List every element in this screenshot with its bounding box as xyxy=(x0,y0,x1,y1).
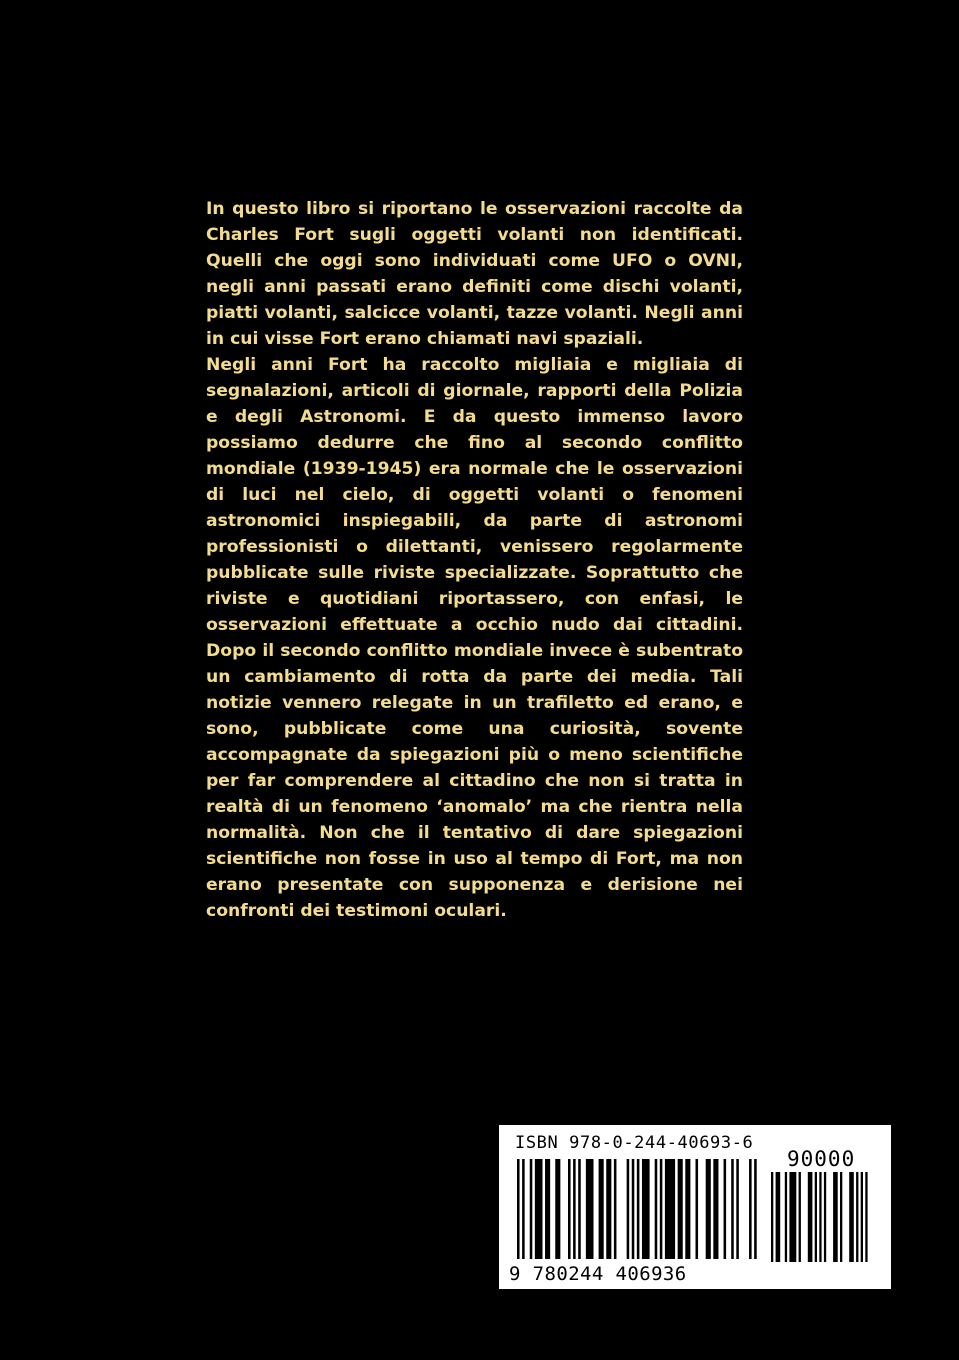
barcode-bar xyxy=(578,1159,581,1259)
barcode-bar xyxy=(599,1159,604,1259)
barcode-bar xyxy=(685,1159,690,1259)
barcode-bar xyxy=(706,1159,711,1259)
barcode-bar xyxy=(861,1172,863,1262)
barcode-bar xyxy=(849,1172,854,1262)
barcode-bar xyxy=(808,1172,813,1262)
barcode-bar xyxy=(771,1172,773,1262)
barcode-bar xyxy=(632,1159,635,1259)
barcode-bar xyxy=(749,1159,752,1259)
barcode-bar xyxy=(522,1159,525,1259)
barcode-bar xyxy=(865,1172,867,1262)
barcode-bar xyxy=(637,1159,640,1259)
price-addon-digits: 90000 xyxy=(787,1147,856,1171)
barcode-bar xyxy=(696,1159,699,1259)
barcode-bar xyxy=(736,1159,739,1259)
barcode-bar xyxy=(660,1159,663,1259)
barcode-bar xyxy=(642,1159,650,1259)
barcode-bar xyxy=(833,1172,838,1262)
isbn-barcode xyxy=(499,1125,891,1289)
barcode-bar xyxy=(627,1159,630,1259)
barcode-bar xyxy=(799,1172,801,1262)
ean-digits: 9 780244 406936 xyxy=(509,1263,687,1285)
barcode-bar xyxy=(824,1172,826,1262)
back-cover-blurb xyxy=(206,196,743,924)
barcode-bar xyxy=(754,1159,757,1259)
barcode-bar xyxy=(655,1159,658,1259)
barcode-bar xyxy=(614,1159,617,1259)
barcode-bar xyxy=(568,1159,571,1259)
barcode-bar xyxy=(665,1159,675,1259)
addon-bars xyxy=(771,1172,869,1262)
barcode-bar xyxy=(555,1159,560,1259)
barcode-bar xyxy=(819,1172,821,1262)
barcode-bar xyxy=(840,1172,842,1262)
barcode-bar xyxy=(606,1159,611,1259)
blurb-paragraph-2: Negli anni Fort ha raccolto migliaia e migliaia di segnalazioni, articoli di giornale, rapporti della Polizia e degli Astronomi. E da questo immenso lavoro possiamo dedurre che fino al secondo conflitto mondiale (1939-1945) era normale che le osservazioni di luci nel cielo, di oggetti volanti o fenomeni astronomici inspiegabili, da parte di astronomi professionisti o dilettanti, venissero regolarmente pubblicate sulle riviste specializzate. Soprattutto che riviste e quotidiani riportassero, con enfasi, le osservazioni effettuate a occhio nudo dai cittadini. Dopo il secondo conflitto mondiale invece è subentrato un cambiamento di rotta da parte dei media. Tali notizie vennero relegate in un trafiletto ed erano, e sono, pubblicate come una curiosità, sovente accompagnate da spiegazioni più o meno scientifiche per far comprendere al cittadino che non si tratta in realtà di un fenomeno ‘anomalo’ ma che rientra nella normalità. Non che il tentativo di dare spiegazioni scientifiche non fosse in uso al tempo di Fort, ma non erano presentate con supponenza e derisione nei confronti dei testimoni oculari. xyxy=(206,355,743,921)
barcode-bar xyxy=(545,1159,550,1259)
ean13-bars xyxy=(517,1159,757,1259)
barcode-bar xyxy=(776,1172,781,1262)
blurb-paragraph-1: In questo libro si riportano le osservazioni raccolte da Charles Fort sugli oggetti volanti non identificati. Quelli che oggi sono individuati come UFO o OVNI, negli anni passati erano definiti come dischi volanti, piatti volanti, salcicce volanti, tazze volanti. Negli anni in cui visse Fort erano chiamati navi spaziali. xyxy=(206,199,743,349)
barcode-bar xyxy=(573,1159,576,1259)
isbn-label: ISBN 978-0-244-40693-6 xyxy=(515,1133,754,1153)
barcode-bar xyxy=(789,1172,796,1262)
barcode-bar xyxy=(815,1172,817,1262)
barcode-bar xyxy=(535,1159,543,1259)
barcode-bar xyxy=(724,1159,727,1259)
barcode-bar xyxy=(785,1172,787,1262)
barcode-bar xyxy=(856,1172,858,1262)
barcode-bar xyxy=(530,1159,533,1259)
barcode-bar xyxy=(586,1159,594,1259)
barcode-bar xyxy=(517,1159,520,1259)
barcode-bar xyxy=(731,1159,734,1259)
barcode-bar xyxy=(713,1159,718,1259)
barcode-bar xyxy=(678,1159,683,1259)
